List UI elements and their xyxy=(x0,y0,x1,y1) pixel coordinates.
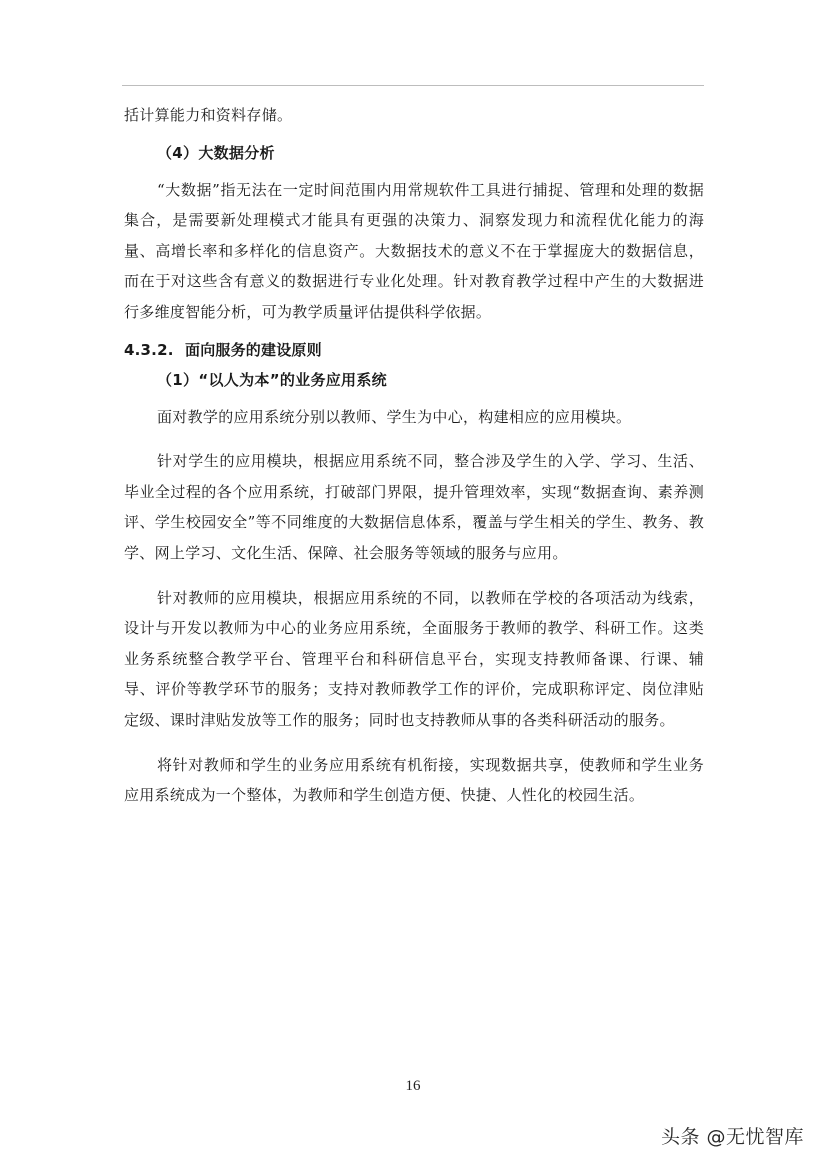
spacer xyxy=(124,395,704,402)
section-title: 面向服务的建设原则 xyxy=(185,340,322,359)
paragraph-big-data: “大数据”指无法在一定时间范围内用常规软件工具进行捕捉、管理和处理的数据集合，是需要新处理模式才能具有更强的决策力、洞察发现力和流程优化能力的海量、高增长率和多样化的信息资产。大数据技术的意义不在于掌握庞大的数据信息，而在于对这些含有意义的数据进行专业化处理。针对教育教学过程中产生的大数据进行多维度智能分析，可为教学质量评估提供科学依据。 xyxy=(124,180,704,321)
section-heading xyxy=(124,335,704,365)
paragraph-student-modules: 针对学生的应用模块，根据应用系统不同，整合涉及学生的入学、学习、生活、毕业全过程的各个应用系统，打破部门界限，提升管理效率，实现“数据查询、素养测评、学生校园安全”等不同维度的大数据信息体系，覆盖与学生相关的学生、教务、教学、网上学习、文化生活、保障、社会服务等领域的服务与应用。 xyxy=(124,452,704,562)
paragraph-integration: 将针对教师和学生的业务应用系统有机衔接，实现数据共享，使教师和学生业务应用系统成为一个整体，为教师和学生创造方便、快捷、人性化的校园生活。 xyxy=(124,755,704,805)
spacer xyxy=(124,432,704,446)
watermark: 头条 @无忧智库 xyxy=(660,1126,804,1148)
section-number: 4.3.2. xyxy=(124,340,174,359)
paragraph-teacher-modules: 针对教师的应用模块，根据应用系统的不同，以教师在学校的各项活动为线索，设计与开发以教师为中心的业务应用系统，全面服务于教师的教学、科研工作。这类业务系统整合教学平台、管理平台和科研信息平台，实现支持教师备课、行课、辅导、评价等教学环节的服务；支持对教师教学工作的评价，完成职称评定、岗位津贴定级、课时津贴发放等工作的服务；同时也支持教师从事的各类科研活动的服务。 xyxy=(124,588,704,729)
page-number: 16 xyxy=(405,1078,421,1094)
header-rule xyxy=(122,85,704,86)
continuation-text: 括计算能力和资料存储。 xyxy=(124,106,293,124)
paragraph-intro: 面对教学的应用系统分别以教师、学生为中心，构建相应的应用模块。 xyxy=(157,407,632,426)
spacer xyxy=(124,328,704,335)
spacer xyxy=(124,736,704,750)
subsection-heading-people-oriented: （1）“以人为本”的业务应用系统 xyxy=(157,370,387,389)
spacer xyxy=(124,131,704,138)
page-content xyxy=(124,100,704,811)
spacer xyxy=(124,569,704,583)
subsection-heading-big-data: （4）大数据分析 xyxy=(157,143,275,162)
spacer xyxy=(124,168,704,175)
